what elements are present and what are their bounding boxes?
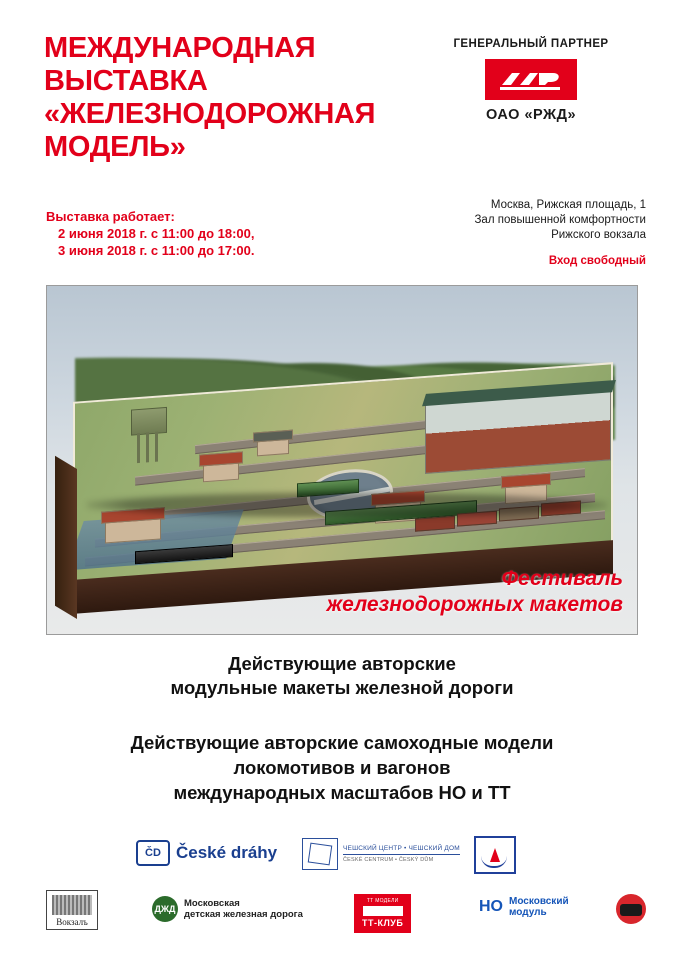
vokzal-label: Вокзалъ bbox=[56, 917, 88, 927]
photo-illustration bbox=[47, 286, 637, 634]
tt-klub-label-bottom: ТТ-КЛУБ bbox=[362, 918, 404, 928]
tt-klub-mark-icon bbox=[354, 894, 411, 933]
description-2-line-3: международных масштабов HO и TT bbox=[173, 782, 511, 803]
description-block-2 bbox=[0, 730, 684, 805]
title-line-3: «ЖЕЛЕЗНОДОРОЖНАЯ bbox=[44, 98, 376, 130]
venue-address-block bbox=[386, 198, 646, 267]
vokzal-mark-icon bbox=[46, 890, 98, 930]
tt-klub-label-top: ТТ МОДЕЛИ bbox=[366, 898, 399, 904]
czech-centre-logo bbox=[302, 838, 460, 870]
red-circle-logo bbox=[616, 894, 646, 924]
general-partner-label: ГЕНЕРАЛЬНЫЙ ПАРТНЕР bbox=[453, 38, 609, 50]
moscow-module-mark-icon: HO bbox=[479, 898, 503, 915]
moscow-childrens-railway-label-2: детская железная дорога bbox=[184, 909, 303, 920]
moscow-childrens-railway-mark-icon: ДЖД bbox=[152, 896, 178, 922]
vokzal-logo bbox=[46, 890, 98, 930]
schedule-line-2: 3 июня 2018 г. с 11:00 до 17:00. bbox=[58, 243, 255, 258]
description-block-1 bbox=[0, 652, 684, 700]
ceske-drahy-mark-icon: ČD bbox=[136, 840, 170, 866]
pskc-logo bbox=[474, 836, 516, 874]
title-line-2: ВЫСТАВКА bbox=[44, 65, 208, 97]
water-tower bbox=[131, 407, 165, 463]
moscow-module-label-1: Московский bbox=[509, 896, 569, 907]
board-side-edge bbox=[55, 456, 77, 619]
address-line-1: Москва, Рижская площадь, 1 bbox=[490, 199, 646, 211]
moscow-module-logo bbox=[478, 896, 569, 918]
station-building bbox=[425, 388, 611, 474]
page-title bbox=[44, 32, 444, 164]
title-line-1: МЕЖДУНАРОДНАЯ bbox=[44, 32, 316, 64]
festival-caption-line-1: Фестиваль bbox=[501, 567, 623, 590]
layout-photo bbox=[46, 285, 638, 635]
free-entry-note: Вход свободный bbox=[548, 255, 646, 267]
sponsor-logos-row-1 bbox=[0, 836, 684, 876]
schedule-block bbox=[46, 208, 346, 259]
general-partner-block bbox=[416, 38, 646, 123]
schedule-title: Выставка работает: bbox=[46, 209, 175, 224]
poster-header bbox=[0, 0, 684, 285]
address-line-3: Рижского вокзала bbox=[551, 229, 646, 241]
schedule-line-1: 2 июня 2018 г. с 11:00 до 18:00, bbox=[58, 226, 255, 241]
festival-caption bbox=[327, 566, 623, 618]
title-line-4: МОДЕЛЬ» bbox=[44, 131, 186, 163]
sponsor-logos-row-2 bbox=[0, 886, 684, 934]
address-line-2: Зал повышенной комфортности bbox=[474, 214, 646, 226]
czech-centre-mark-icon bbox=[302, 838, 338, 870]
moscow-module-label-2: модуль bbox=[509, 907, 547, 918]
general-partner-name: ОАО «РЖД» bbox=[485, 107, 577, 123]
czech-centre-divider bbox=[343, 854, 460, 855]
festival-caption-line-2: железнодорожных макетов bbox=[326, 593, 623, 616]
board-shadow bbox=[87, 492, 607, 518]
description-1-line-1: Действующие авторские bbox=[228, 653, 456, 674]
tt-klub-logo bbox=[354, 894, 411, 933]
description-1-line-2: модульные макеты железной дороги bbox=[170, 677, 514, 698]
moscow-childrens-railway-logo bbox=[152, 896, 303, 922]
pskc-mark-icon bbox=[474, 836, 516, 874]
moscow-childrens-railway-label-1: Московская bbox=[184, 898, 240, 909]
red-circle-mark-icon bbox=[616, 894, 646, 924]
rzd-logo-icon bbox=[485, 59, 577, 100]
description-2-line-2: локомотивов и вагонов bbox=[233, 757, 451, 778]
czech-centre-label-cz: ČESKÉ CENTRUM • ČESKÝ DŮM bbox=[343, 857, 434, 863]
description-2-line-1: Действующие авторские самоходные модели bbox=[130, 732, 554, 753]
ceske-drahy-logo bbox=[136, 840, 277, 866]
czech-centre-label-ru: ЧЕШСКИЙ ЦЕНТР • ЧЕШСКИЙ ДОМ bbox=[343, 845, 460, 852]
ceske-drahy-label: České dráhy bbox=[176, 843, 278, 862]
